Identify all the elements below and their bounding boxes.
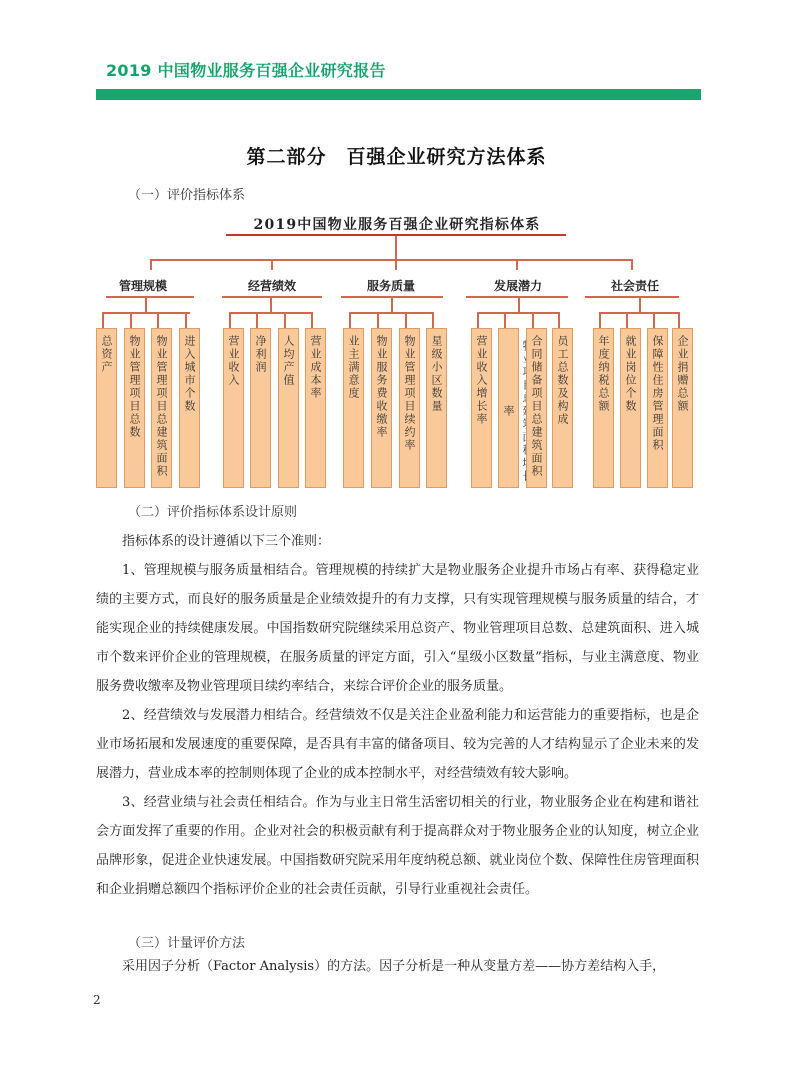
connector-stem — [145, 297, 147, 313]
indicator-box — [399, 328, 420, 488]
group-underline — [106, 296, 194, 298]
indicator-label: 净利润 — [254, 335, 267, 374]
indicator-box — [498, 328, 519, 488]
branch-bar — [150, 259, 632, 261]
indicator-label: 星级小区数量 — [430, 335, 443, 413]
principles-body — [96, 527, 699, 904]
group-label-social-responsibility: 社会责任 — [610, 279, 659, 293]
principle-1: 1、管理规模与服务质量相结合。管理规模的持续扩大是物业服务企业提升市场占有率、获得稳定业绩的主要方式，而良好的服务质量是企业绩效提升的有力支撑，只有实现管理规模与服务质量的结合，才能实现企业的持续健康发展。中国指数研究院继续采用总资产、物业管理项目总数、总建筑面积、进入城市个数来评价企业的管理规模，在服务质量的评定方面，引入“星级小区数量”指标，与业主满意度、物业服务费收缴率及物业管理项目续约率结合，来综合评价企业的服务质量。 — [96, 563, 699, 694]
method-paragraph: 采用因子分析（Factor Analysis）的方法。因子分析是一种从变量方差——协方差结构入手， — [122, 959, 666, 974]
principle-2: 2、经营绩效与发展潜力相结合。经营绩效不仅是关注企业盈利能力和运营能力的重要指标，也是企业市场拓展和发展速度的重要保障，是否具有丰富的储备项目、较为完善的人才结构显示了企业未来的发展潜力，营业成本率的控制则体现了企业的成本控制水平，对经营绩效有较大影响。 — [96, 708, 699, 781]
indicator-label: 员工总数及构成 — [556, 335, 569, 426]
indicator-box — [426, 328, 447, 488]
indicator-box — [471, 328, 492, 488]
connector-stem — [391, 297, 393, 313]
indicator-label: 物业管理项目续约率 — [403, 335, 416, 452]
indicator-label: 人均产值 — [282, 335, 295, 387]
subheading-quantitative-method: （三）计量评价方法 — [128, 936, 246, 951]
indicator-label: 年度纳税总额 — [597, 335, 610, 413]
group-drop-line — [631, 259, 633, 270]
report-header-title: 2019 中国物业服务百强企业研究报告 — [106, 61, 386, 80]
indicator-label: 营业收入增长率 — [475, 335, 488, 426]
connector-stem — [639, 297, 641, 313]
group-drop-line — [516, 259, 518, 270]
group-underline — [222, 296, 322, 298]
group-underline — [585, 296, 679, 298]
indicator-label: 营业成本率 — [309, 335, 322, 400]
indicator-label: 总资产 — [100, 335, 113, 374]
indicator-box — [371, 328, 392, 488]
indicator-box — [526, 328, 547, 488]
group-drop-line — [150, 259, 152, 270]
group-drop-line — [271, 259, 273, 270]
indicator-label: 物业管理项目总数 — [128, 335, 141, 439]
indicator-box — [179, 328, 200, 488]
indicator-box — [552, 328, 573, 488]
indicator-box — [620, 328, 641, 488]
group-label-management-scale: 管理规模 — [118, 279, 167, 293]
indicator-label: 企业捐赠总额 — [676, 335, 689, 413]
connector-stem — [270, 297, 272, 313]
indicator-box — [278, 328, 299, 488]
principle-3: 3、经营业绩与社会责任相结合。作为与业主日常生活密切相关的行业，物业服务企业在构建和谐社会方面发挥了重要的作用。企业对社会的积极贡献有利于提高群众对于物业服务企业的认知度，树立企业品牌形象，促进企业快速发展。中国指数研究院采用年度纳税总额、就业岗位个数、保障性住房管理面积和企业捐赠总额四个指标评价企业的社会责任贡献，引导行业重视社会责任。 — [96, 795, 699, 897]
indicator-label: 进入城市个数 — [183, 335, 196, 413]
subheading-design-principles: （二）评价指标体系设计原则 — [128, 505, 298, 520]
indicator-box — [151, 328, 172, 488]
chart-title: 2019中国物业服务百强企业研究指标体系 — [253, 217, 541, 233]
section-title: 第二部分 百强企业研究方法体系 — [246, 146, 547, 168]
indicator-box — [305, 328, 326, 488]
indicator-box — [343, 328, 364, 488]
group-underline — [466, 296, 568, 298]
indicator-label: 率 — [502, 404, 515, 418]
page-number: 2 — [93, 993, 101, 1007]
indicator-box — [250, 328, 271, 488]
group-label-operating-performance: 经营绩效 — [247, 279, 296, 293]
group-drop-line — [395, 259, 397, 270]
indicator-label: 物业服务费收缴率 — [375, 335, 388, 439]
indicator-box — [593, 328, 614, 488]
group-label-service-quality: 服务质量 — [366, 279, 415, 293]
indicator-label: 业主满意度 — [347, 335, 360, 400]
trunk-line — [395, 236, 397, 260]
indicator-label: 营业收入 — [227, 335, 240, 387]
indicator-label: 保障性住房管理面积 — [651, 335, 664, 452]
indicator-box — [96, 328, 117, 488]
indicator-box — [223, 328, 244, 488]
indicator-box — [672, 328, 693, 488]
indicator-label: 合同储备项目总建筑面积 — [530, 335, 543, 478]
method-body — [96, 952, 699, 981]
indicator-box — [647, 328, 668, 488]
group-label-development-potential: 发展潜力 — [493, 279, 542, 293]
connector-stem — [518, 297, 520, 313]
principles-intro: 指标体系的设计遵循以下三个准则： — [122, 534, 331, 549]
indicator-label: 物业管理项目总建筑面积 — [155, 335, 168, 478]
header-accent-bar — [96, 89, 701, 100]
subheading-evaluation-system: （一）评价指标体系 — [128, 188, 246, 203]
indicator-box — [124, 328, 145, 488]
indicator-label: 就业岗位个数 — [624, 335, 637, 413]
